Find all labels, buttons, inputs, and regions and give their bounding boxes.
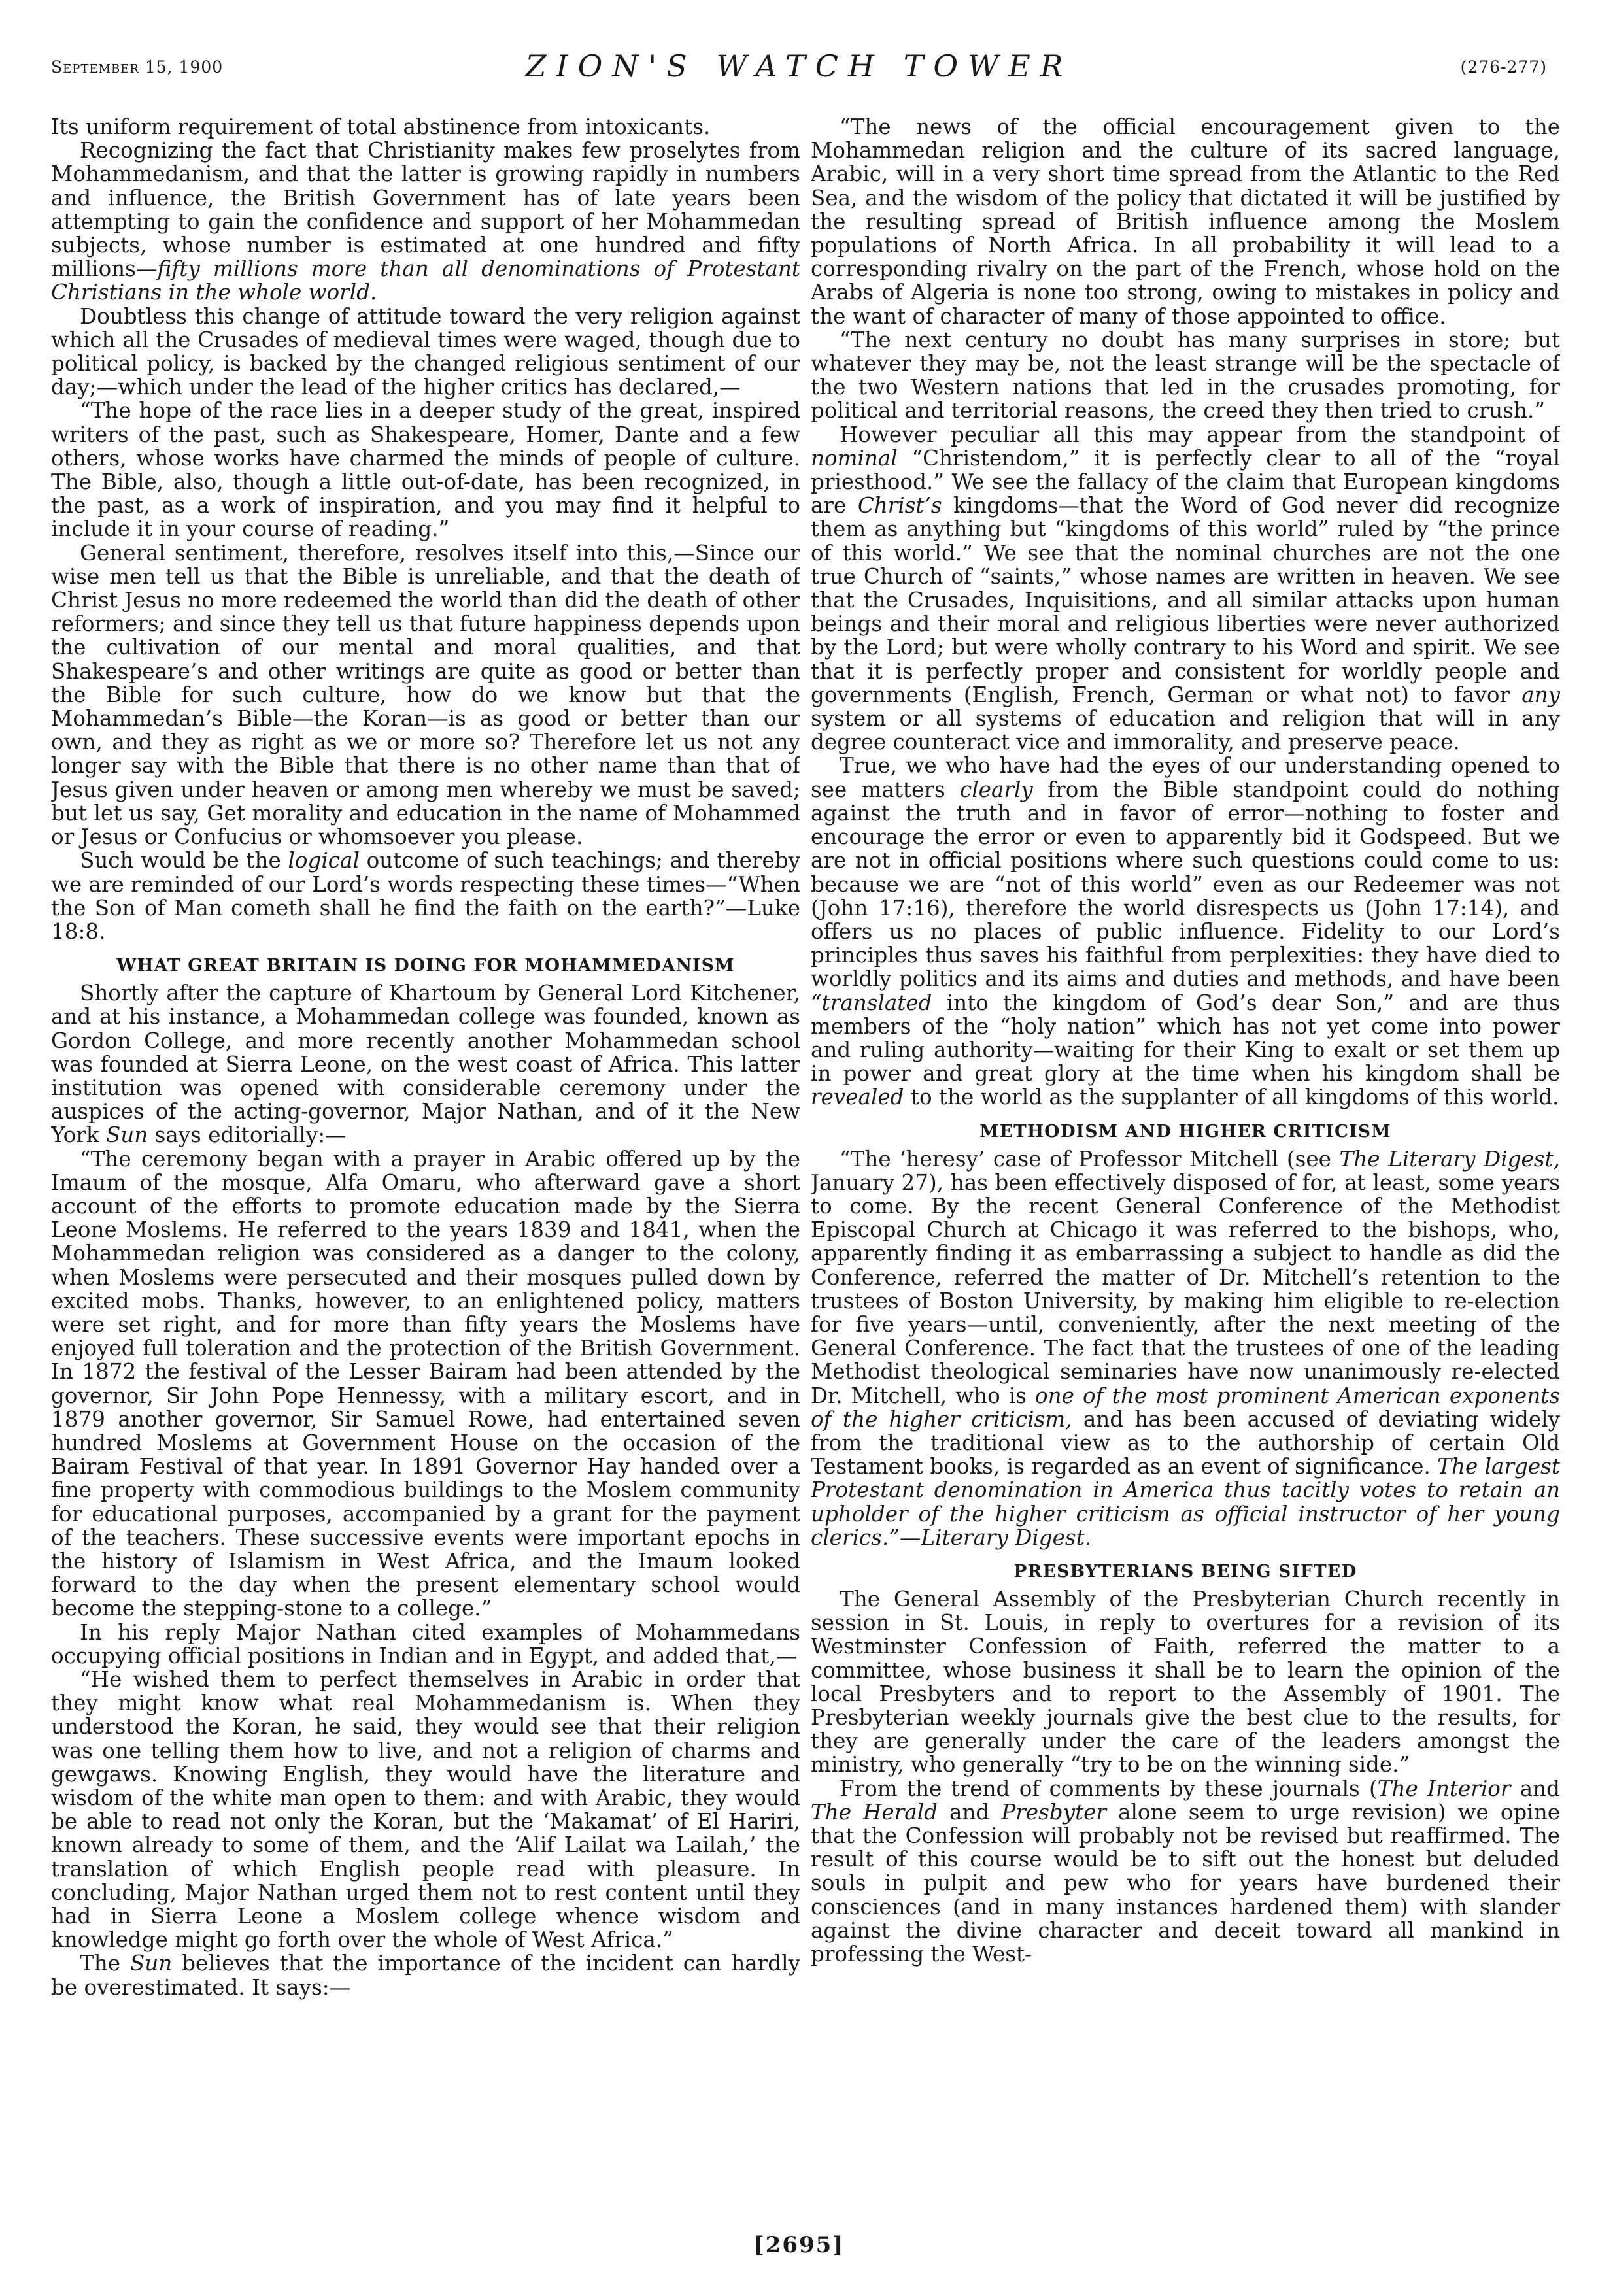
body-paragraph: “The hope of the race lies in a deeper study of the great, inspired writers of the past, such as Shakespeare, Homer, Dante and a few others, whose works have charmed the minds of people of culture. The Bible, also, though a little out-of-date, has been recognized, in the past, as a work of inspiration, and you may find it helpful to include it in your course of reading.” [51,398,800,542]
body-paragraph: Recognizing the fact that Christianity makes few proselytes from Mohammedanism, and that the latter is growing rapidly in numbers and influence, the British Government has of late years been attempting to gain the confidence and support of her Mohammedan subjects, whose number is estimated at one hundred and fifty millions—fifty millions more than all denominations of Protestant Christians in the whole world. [51,138,800,305]
body-paragraph: Its uniform requirement of total abstinence from intoxicants. [51,115,711,139]
body-paragraph: “The ceremony began with a prayer in Arabic offered up by the Imaum of the mosque, Alfa Omaru, who afterward gave a short account of the efforts to promote education made by the Sierra Leone Moslems. He referred to the years 1839 and 1841, when the Mohammedan religion was considered as a danger to the colony, when Moslems were persecuted and their mosques pulled down by excited mobs. Thanks, however, to an enlightened policy, matters were set right, and for more than fifty years the Moslems have enjoyed full toleration and the protection of the British Government. In 1872 the festival of the Lesser Bairam had been attended by the governor, Sir John Pope Hennessy, with a military escort, and in 1879 another governor, Sir Samuel Rowe, had entertained seven hundred Moslems at Government House on the occasion of the Bairam Festival of that year. In 1891 Governor Hay handed over a fine property with commodious buildings to the Moslem community for educational purposes, accompanied by a grant for the payment of the teachers. These successive events were important epochs in the history of Islamism in West Africa, and the Imaum looked forward to the day when the present elementary school would become the stepping-stone to a college.” [51,1146,800,1621]
section-heading: PRESBYTERIANS BEING SIFTED [1013,1561,1357,1581]
body-paragraph: Such would be the logical outcome of such teachings; and thereby we are reminded of our Lord’s words respecting these times—“When the Son of Man cometh shall he find the faith on the earth?”—Luke 18:8. [51,848,800,944]
body-paragraph: Shortly after the capture of Khartoum by General Lord Kitchener, and at his instance, a Mohammedan college was founded, known as Gordon College, and more recently another Mohammedan school was founded at Sierra Leone, on the west coast of Africa. This latter institution was opened with considerable ceremony under the auspices of the acting-governor, Major Nathan, and of it the New York Sun says editorially:— [51,981,800,1148]
body-paragraph: “The next century no doubt has many surprises in store; but whatever they may be, not the least strange will be the spectacle of the two Western nations that led in the crusades promoting, for political and territorial reasons, the creed they then tried to crush.” [811,327,1560,424]
body-paragraph: In his reply Major Nathan cited examples of Mohammedans occupying official positions in Indian and in Egypt, and added that,— [51,1619,800,1668]
issue-date: September 15, 1900 [51,58,224,76]
body-paragraph: True, we who have had the eyes of our understanding opened to see matters clearly from the Bible standpoint could do nothing against the truth and in favor of error—nothing to foster and encourage the error or even to apparently bid it Godspeed. But we are not in official positions where such questions could come to us: because we are “not of this world” even as our Redeemer was not (John 17:16), therefore the world disrespects us (John 17:14), and offers us no places of public influence. Fidelity to our Lord’s principles thus saves his faithful from perplexities: they have died to worldly politics and its aims and duties and methods, and have been “translated into the kingdom of God’s dear Son,” and are thus members of the “holy nation” which has not yet come into power and ruling authority—waiting for their King to exalt or set them up in power and great glory at the time when his kingdom shall be revealed to the world as the supplanter of all kingdoms of this world. [811,753,1560,1110]
left-column [51,115,800,2214]
body-paragraph: General sentiment, therefore, resolves itself into this,—Since our wise men tell us that the Bible is unreliable, and that the death of Christ Jesus no more redeemed the world than did the death of other reformers; and since they tell us that future happiness depends upon the cultivation of our mental and moral qualities, and that Shakespeare’s and other writings are quite as good or better than the Bible for such culture, how do we know but that the Mohammedan’s Bible—the Koran—is as good or better than our own, and they as right as we or more so? Therefore let us not any longer say with the Bible that there is no other name than that of Jesus given under heaven or among men whereby we must be saved; but let us say, Get morality and education in the name of Mohammed or Jesus or Confucius or whomsoever you please. [51,540,800,850]
page-reference: (276-277) [1460,58,1547,76]
publication-title: ZION'S WATCH TOWER [525,48,1073,84]
body-paragraph: “The ‘heresy’ case of Professor Mitchell (see The Literary Digest, January 27), has been effectively disposed of for, at least, some years to come. By the recent General Conference of the Methodist Episcopal Church at Chicago it was referred to the bishops, who, apparently finding it as embarrassing a subject to handle as did the Conference, referred the matter of Dr. Mitchell’s retention to the trustees of Boston University, by making him eligible to re-election for five years—until, conveniently, after the next meeting of the General Conference. The fact that the trustees of one of the leading Methodist theological seminaries have now unanimously re-elected Dr. Mitchell, who is one of the most prominent American exponents of the higher criticism, and has been accused of deviating widely from the traditional view as to the authorship of certain Old Testament books, is regarded as an event of significance. The largest Protestant denomination in America thus tacitly votes to retain an upholder of the higher criticism as official instructor of her young clerics.”—Literary Digest. [811,1146,1560,1550]
body-paragraph: From the trend of comments by these journals (The Interior and The Herald and Presbyter alone seem to urge revision) we opine that the Confession will probably not be revised but reaffirmed. The result of this course would be to sift out the honest but deluded souls in pulpit and pew who for years have burdened their consciences (and in many instances hardened them) with slander against the divine character and deceit toward all mankind in professing the West- [811,1776,1560,1967]
section-heading: WHAT GREAT BRITAIN IS DOING FOR MOHAMMEDANISM [116,955,735,976]
body-paragraph: However peculiar all this may appear from the standpoint of nominal “Christendom,” it is perfectly clear to all of the “royal priesthood.” We see the fallacy of the claim that European kingdoms are Christ’s kingdoms—that the Word of God never did recognize them as anything but “kingdoms of this world” ruled by “the prince of this world.” We see that the nominal churches are not the one true Church of “saints,” whose names are written in heaven. We see that the Crusades, Inquisitions, and all similar attacks upon human beings and their moral and religious liberties were never authorized by the Lord; but were wholly contrary to his Word and spirit. We see that it is perfectly proper and consistent for worldly people and governments (English, French, German or what not) to favor any system or all systems of education and religion that will in any degree counteract vice and immorality, and preserve peace. [811,422,1560,755]
page-number: [2695] [753,2232,845,2258]
right-column [811,115,1560,2214]
body-paragraph: “He wished them to perfect themselves in Arabic in order that they might know what real Mohammedanism is. When they understood the Koran, he said, they would see that their religion was one telling them how to live, and not a religion of charms and gewgaws. Knowing English, they would have the literature and wisdom of the white man open to them: and with Arabic, they would be able to read not only the Koran, but the ‘Makamat’ of El Hariri, known already to some of them, and the ‘Alif Lailat wa Lailah,’ the translation of which English people read with pleasure. In concluding, Major Nathan urged them not to rest content until they had in Sierra Leone a Moslem college whence wisdom and knowledge might go forth over the whole of West Africa.” [51,1667,800,1953]
body-paragraph: The General Assembly of the Presbyterian Church recently in session in St. Louis, in reply to overtures for a revision of its Westminster Confession of Faith, referred the matter to a committee, whose business it shall be to learn the opinion of the local Presbyters and to report to the Assembly of 1901. The Presbyterian weekly journals give the best clue to the results, for they are generally under the care of the leaders amongst the ministry, who generally “try to be on the winning side.” [811,1586,1560,1778]
body-paragraph: “The news of the official encouragement given to the Mohammedan religion and the culture of its sacred language, Arabic, will in a very short time spread from the Atlantic to the Red Sea, and the wisdom of the policy that dictated it will be justified by the resulting spread of British influence among the Moslem populations of North Africa. In all probability it will lead to a corresponding rivalry on the part of the French, whose hold on the Arabs of Algeria is none too strong, owing to mistakes in policy and the want of character of many of those appointed to office. [811,115,1560,329]
running-head [51,48,1547,88]
body-paragraph: Doubtless this change of attitude toward the very religion against which all the Crusades of medieval times were waged, though due to political policy, is backed by the changed religious sentiment of our day;—which under the lead of the higher critics has declared,— [51,303,800,400]
section-heading: METHODISM AND HIGHER CRITICISM [979,1121,1391,1141]
body-paragraph: The Sun believes that the importance of the incident can hardly be overestimated. It says:— [51,1951,800,2000]
